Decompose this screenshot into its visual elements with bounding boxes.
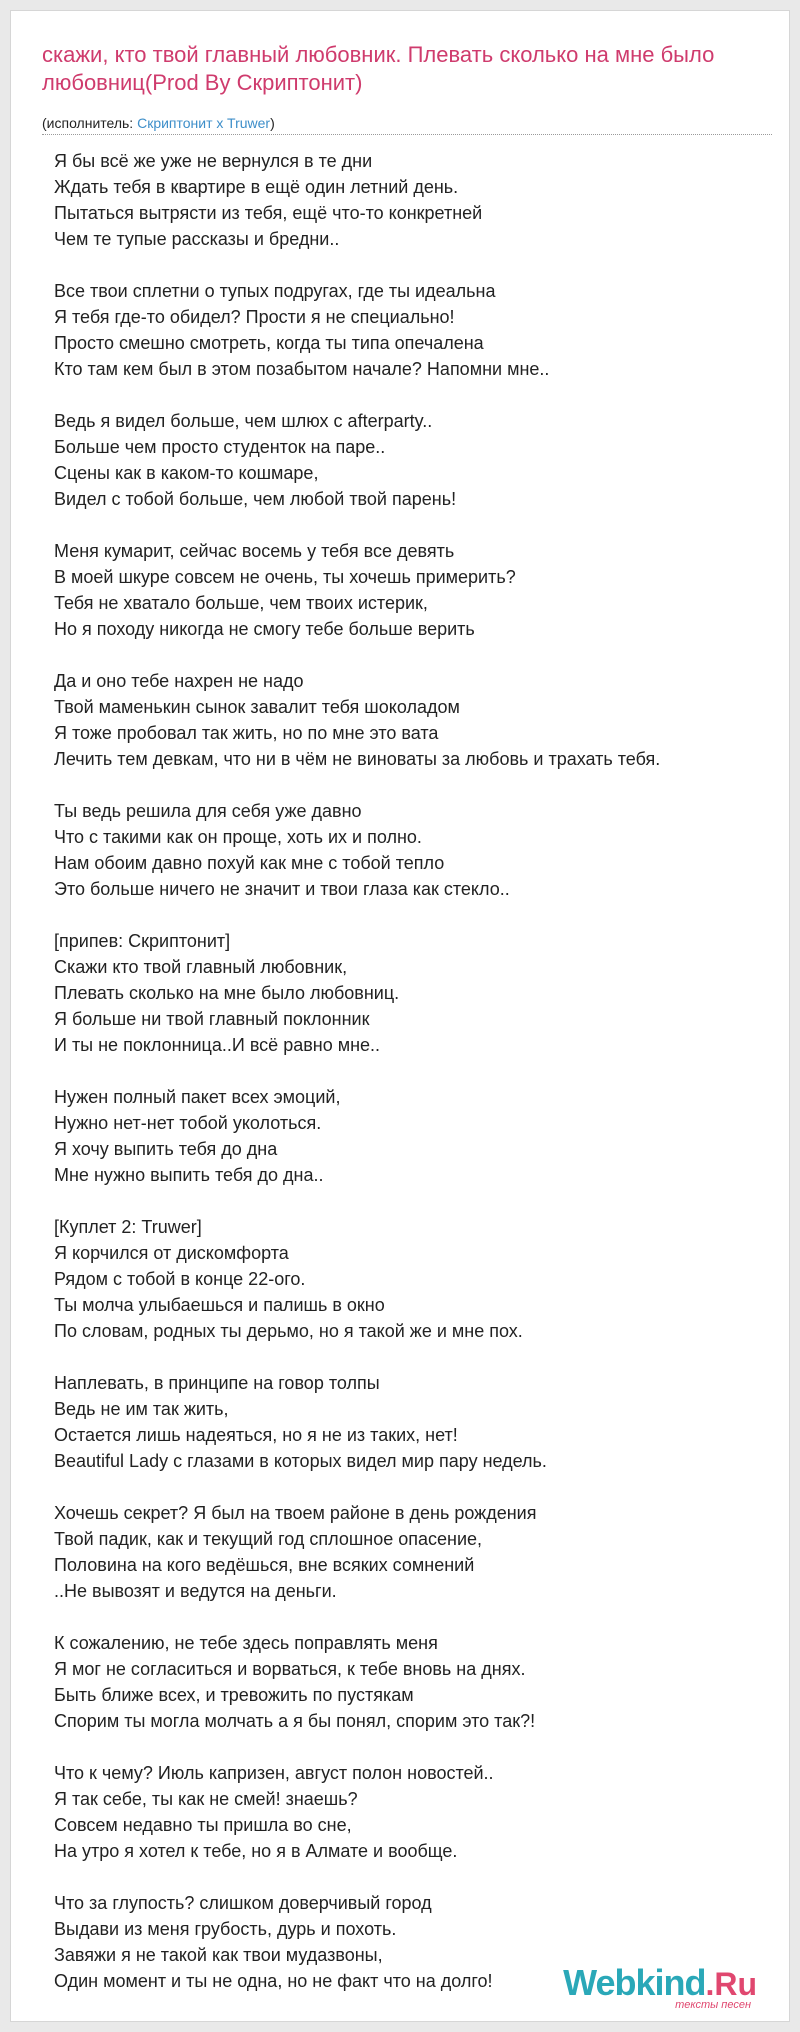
lyric-line: Один момент и ты не одна, но не факт что на долго! <box>54 1971 493 1991</box>
lyric-line: И ты не поклонница..И всё равно мне.. <box>54 1035 381 1055</box>
site-logo[interactable] <box>563 1964 757 2011</box>
artist-suffix: ) <box>270 115 275 131</box>
lyric-line: Наплевать, в принципе на говор толпы <box>54 1373 380 1393</box>
lyric-line: Меня кумарит, сейчас восемь у тебя все девять <box>54 541 455 561</box>
lyric-line: Хочешь секрет? Я был на твоем районе в день рождения <box>54 1503 537 1523</box>
lyric-line: Совсем недавно ты пришла во сне, <box>54 1815 352 1835</box>
lyric-line: Плевать сколько на мне было любовниц. <box>54 983 400 1003</box>
lyric-line: Я тоже пробовал так жить, но по мне это вата <box>54 723 439 743</box>
lyric-line: Ждать тебя в квартире в ещё один летний день. <box>54 177 459 197</box>
lyric-line: Кто там кем был в этом позабытом начале? Напомни мне.. <box>54 359 550 379</box>
artist-link[interactable]: Скриптонит x Truwer <box>137 115 271 131</box>
lyric-line: Выдави из меня грубость, дурь и похоть. <box>54 1919 397 1939</box>
lyric-line: Нужно нет-нет тобой уколоться. <box>54 1113 322 1133</box>
lyric-line: Я мог не согласиться и ворваться, к тебе вновь на днях. <box>54 1659 526 1679</box>
content-card <box>10 10 790 2022</box>
lyrics-stanza <box>54 798 774 902</box>
lyric-line: Твой маменькин сынок завалит тебя шоколадом <box>54 697 460 717</box>
logo-tld: .Ru <box>705 1966 757 2002</box>
lyric-line: Ты молча улыбаешься и палишь в окно <box>54 1295 385 1315</box>
lyric-line: Все твои сплетни о тупых подругах, где ты идеальна <box>54 281 496 301</box>
lyrics-stanza <box>54 408 774 512</box>
lyrics-stanza <box>54 1630 774 1734</box>
lyric-line: Лечить тем девкам, что ни в чём не виноваты за любовь и трахать тебя. <box>54 749 661 769</box>
lyrics-stanza <box>54 1760 774 1864</box>
lyric-line: Скажи кто твой главный любовник, <box>54 957 348 977</box>
page-title: скажи, кто твой главный любовник. Плевать сколько на мне было любовниц(Prod By Скриптонит) <box>42 42 715 95</box>
lyric-line: Остается лишь надеяться, но я не из таких, нет! <box>54 1425 458 1445</box>
lyric-line: Я больше ни твой главный поклонник <box>54 1009 370 1029</box>
lyrics-stanza <box>54 278 774 382</box>
lyric-line: Твой падик, как и текущий год сплошное опасение, <box>54 1529 483 1549</box>
lyric-line: Что за глупость? слишком доверчивый город <box>54 1893 432 1913</box>
lyric-line: Видел с тобой больше, чем любой твой парень! <box>54 489 457 509</box>
lyric-line: Что к чему? Июль капризен, август полон новостей.. <box>54 1763 494 1783</box>
lyric-line: Я так себе, ты как не смей! знаешь? <box>54 1789 358 1809</box>
lyric-line: Ты ведь решила для себя уже давно <box>54 801 362 821</box>
lyric-line: Но я походу никогда не смогу тебе больше верить <box>54 619 475 639</box>
lyric-line: На утро я хотел к тебе, но я в Алмате и вообще. <box>54 1841 458 1861</box>
lyric-line: Beautiful Lady с глазами в которых видел мир пару недель. <box>54 1451 547 1471</box>
lyric-line: Это больше ничего не значит и твои глаза как стекло.. <box>54 879 510 899</box>
lyric-line: Половина на кого ведёшься, вне всяких сомнений <box>54 1555 475 1575</box>
lyrics-stanza <box>54 1214 774 1344</box>
lyrics-stanza <box>54 1370 774 1474</box>
lyric-line: Нужен полный пакет всех эмоций, <box>54 1087 341 1107</box>
lyrics-stanza <box>54 148 774 252</box>
lyric-line: Просто смешно смотреть, когда ты типа опечалена <box>54 333 484 353</box>
lyric-line: Я бы всё же уже не вернулся в те дни <box>54 151 373 171</box>
lyric-line: Я хочу выпить тебя до дна <box>54 1139 278 1159</box>
lyric-line: Завяжи я не такой как твои мудазвоны, <box>54 1945 383 1965</box>
lyric-line: Я тебя где-то обидел? Прости я не специально! <box>54 307 455 327</box>
lyrics-stanza <box>54 928 774 1058</box>
lyric-line: Ведь не им так жить, <box>54 1399 229 1419</box>
dotted-separator <box>42 134 772 135</box>
lyric-line: Тебя не хватало больше, чем твоих истерик, <box>54 593 428 613</box>
lyrics-stanza <box>54 1500 774 1604</box>
lyric-line: Я корчился от дискомфорта <box>54 1243 289 1263</box>
lyric-line: Быть ближе всех, и тревожить по пустякам <box>54 1685 414 1705</box>
logo-name: Webkind <box>563 1962 706 2003</box>
lyric-line: По словам, родных ты дерьмо, но я такой же и мне пох. <box>54 1321 523 1341</box>
lyric-line: Что с такими как он проще, хоть их и полно. <box>54 827 422 847</box>
artist-prefix: (исполнитель: <box>42 115 138 131</box>
lyric-line: Больше чем просто студенток на паре.. <box>54 437 386 457</box>
lyrics-stanza <box>54 538 774 642</box>
logo-tagline: тексты песен <box>675 1999 751 2011</box>
lyric-line: В моей шкуре совсем не очень, ты хочешь примерить? <box>54 567 516 587</box>
lyrics-stanza <box>54 668 774 772</box>
lyrics-stanza <box>54 1084 774 1188</box>
artist-line <box>42 114 275 132</box>
logo-wordmark <box>563 1964 757 2003</box>
lyric-line: Спорим ты могла молчать а я бы понял, спорим это так?! <box>54 1711 536 1731</box>
lyric-line: Чем те тупые рассказы и бредни.. <box>54 229 340 249</box>
lyric-line: Ведь я видел больше, чем шлюх с afterparty.. <box>54 411 433 431</box>
lyric-line: К сожалению, не тебе здесь поправлять меня <box>54 1633 438 1653</box>
lyric-line: Да и оно тебе нахрен не надо <box>54 671 304 691</box>
lyric-line: Сцены как в каком-то кошмаре, <box>54 463 319 483</box>
lyric-line: Пытаться вытрясти из тебя, ещё что-то конкретней <box>54 203 483 223</box>
lyrics-body <box>54 148 774 2020</box>
lyric-line: ..Не вывозят и ведутся на деньги. <box>54 1581 337 1601</box>
lyric-line: [Куплет 2: Truwer] <box>54 1217 202 1237</box>
lyric-line: Нам обоим давно похуй как мне с тобой тепло <box>54 853 445 873</box>
lyric-line: Рядом с тобой в конце 22-ого. <box>54 1269 306 1289</box>
lyric-line: Мне нужно выпить тебя до дна.. <box>54 1165 324 1185</box>
lyric-line: [припев: Скриптонит] <box>54 931 231 951</box>
